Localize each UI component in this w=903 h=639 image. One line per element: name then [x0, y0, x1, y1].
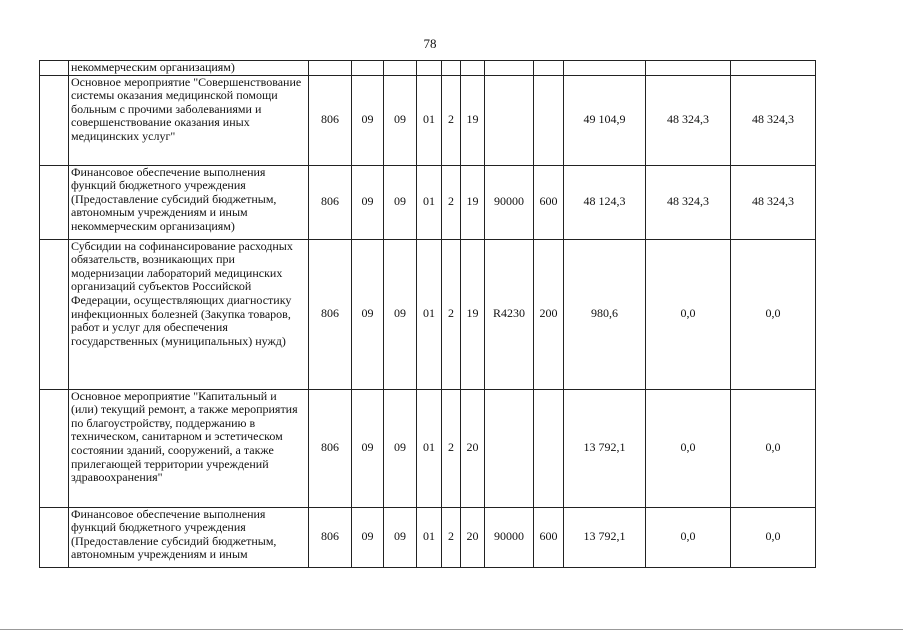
ministry-code: 806	[309, 389, 352, 507]
activity-code: 19	[461, 75, 485, 165]
program-code: 01	[417, 75, 442, 165]
activity-code	[461, 61, 485, 76]
amount-year-1: 980,6	[564, 239, 646, 389]
amount-year-3: 0,0	[731, 239, 816, 389]
item-name: некоммерческим организациям)	[69, 61, 309, 76]
item-name: Основное мероприятие "Капитальный и (или) текущий ремонт, а также мероприятия по благоустройству, поддержанию в техническом, санитарном и эстетическом состоянии зданий, сооружений, а также прилегающей территории учреждений здравоохранения"	[69, 389, 309, 507]
subsection-code: 09	[384, 239, 417, 389]
activity-code: 19	[461, 239, 485, 389]
direction-code	[485, 389, 534, 507]
index-cell	[40, 507, 69, 567]
subprogram-code: 2	[442, 165, 461, 239]
subprogram-code: 2	[442, 75, 461, 165]
item-name: Финансовое обеспечение выполнения функций бюджетного учреждения (Предоставление субсидий бюджетным, автономным учреждениям и иным	[69, 507, 309, 567]
direction-code: 90000	[485, 165, 534, 239]
section-code: 09	[352, 507, 384, 567]
section-code: 09	[352, 75, 384, 165]
table-row	[40, 61, 816, 76]
amount-year-2	[646, 61, 731, 76]
subsection-code: 09	[384, 75, 417, 165]
item-name: Основное мероприятие "Совершенствование системы оказания медицинской помощи больным с прочими заболеваниями и совершенствование оказания иных медицинских услуг"	[69, 75, 309, 165]
table-row	[40, 389, 816, 507]
amount-year-1: 48 124,3	[564, 165, 646, 239]
expense-type-code	[534, 389, 564, 507]
amount-year-2: 0,0	[646, 239, 731, 389]
index-cell	[40, 165, 69, 239]
expense-type-code	[534, 75, 564, 165]
ministry-code: 806	[309, 75, 352, 165]
expense-type-code	[534, 61, 564, 76]
program-code: 01	[417, 507, 442, 567]
amount-year-1: 13 792,1	[564, 507, 646, 567]
section-code: 09	[352, 239, 384, 389]
page-number: 78	[423, 36, 437, 51]
subprogram-code: 2	[442, 389, 461, 507]
program-code: 01	[417, 239, 442, 389]
subsection-code: 09	[384, 165, 417, 239]
section-code	[352, 61, 384, 76]
expense-type-code: 600	[534, 507, 564, 567]
amount-year-2: 48 324,3	[646, 165, 731, 239]
ministry-code: 806	[309, 239, 352, 389]
amount-year-1	[564, 61, 646, 76]
subsection-code: 09	[384, 507, 417, 567]
subprogram-code	[442, 61, 461, 76]
subprogram-code: 2	[442, 507, 461, 567]
amount-year-3: 48 324,3	[731, 165, 816, 239]
program-code: 01	[417, 165, 442, 239]
activity-code: 20	[461, 507, 485, 567]
program-code	[417, 61, 442, 76]
direction-code	[485, 61, 534, 76]
amount-year-2: 48 324,3	[646, 75, 731, 165]
program-code: 01	[417, 389, 442, 507]
table-row	[40, 75, 816, 165]
amount-year-3	[731, 61, 816, 76]
table-row	[40, 165, 816, 239]
amount-year-3: 0,0	[731, 389, 816, 507]
index-cell	[40, 61, 69, 76]
table-row	[40, 507, 816, 567]
direction-code: R4230	[485, 239, 534, 389]
amount-year-3: 48 324,3	[731, 75, 816, 165]
amount-year-3: 0,0	[731, 507, 816, 567]
subsection-code	[384, 61, 417, 76]
ministry-code: 806	[309, 165, 352, 239]
index-cell	[40, 239, 69, 389]
expense-type-code: 600	[534, 165, 564, 239]
amount-year-1: 49 104,9	[564, 75, 646, 165]
item-name: Субсидии на софинансирование расходных обязательств, возникающих при модернизации лабораторий медицинских организаций субъектов Российской Федерации, осуществляющих диагностику инфекционных болезней (Закупка товаров, работ и услуг для обеспечения государственных (муниципальных) нужд)	[69, 239, 309, 389]
index-cell	[40, 389, 69, 507]
direction-code: 90000	[485, 507, 534, 567]
subprogram-code: 2	[442, 239, 461, 389]
ministry-code: 806	[309, 507, 352, 567]
ministry-code	[309, 61, 352, 76]
activity-code: 19	[461, 165, 485, 239]
table-row	[40, 239, 816, 389]
section-code: 09	[352, 165, 384, 239]
direction-code	[485, 75, 534, 165]
amount-year-2: 0,0	[646, 507, 731, 567]
activity-code: 20	[461, 389, 485, 507]
budget-table	[39, 60, 816, 568]
page-edge-line	[0, 629, 903, 630]
item-name: Финансовое обеспечение выполнения функций бюджетного учреждения (Предоставление субсидий бюджетным, автономным учреждениям и иным некоммерческим организациям)	[69, 165, 309, 239]
index-cell	[40, 75, 69, 165]
amount-year-1: 13 792,1	[564, 389, 646, 507]
amount-year-2: 0,0	[646, 389, 731, 507]
expense-type-code: 200	[534, 239, 564, 389]
section-code: 09	[352, 389, 384, 507]
subsection-code: 09	[384, 389, 417, 507]
